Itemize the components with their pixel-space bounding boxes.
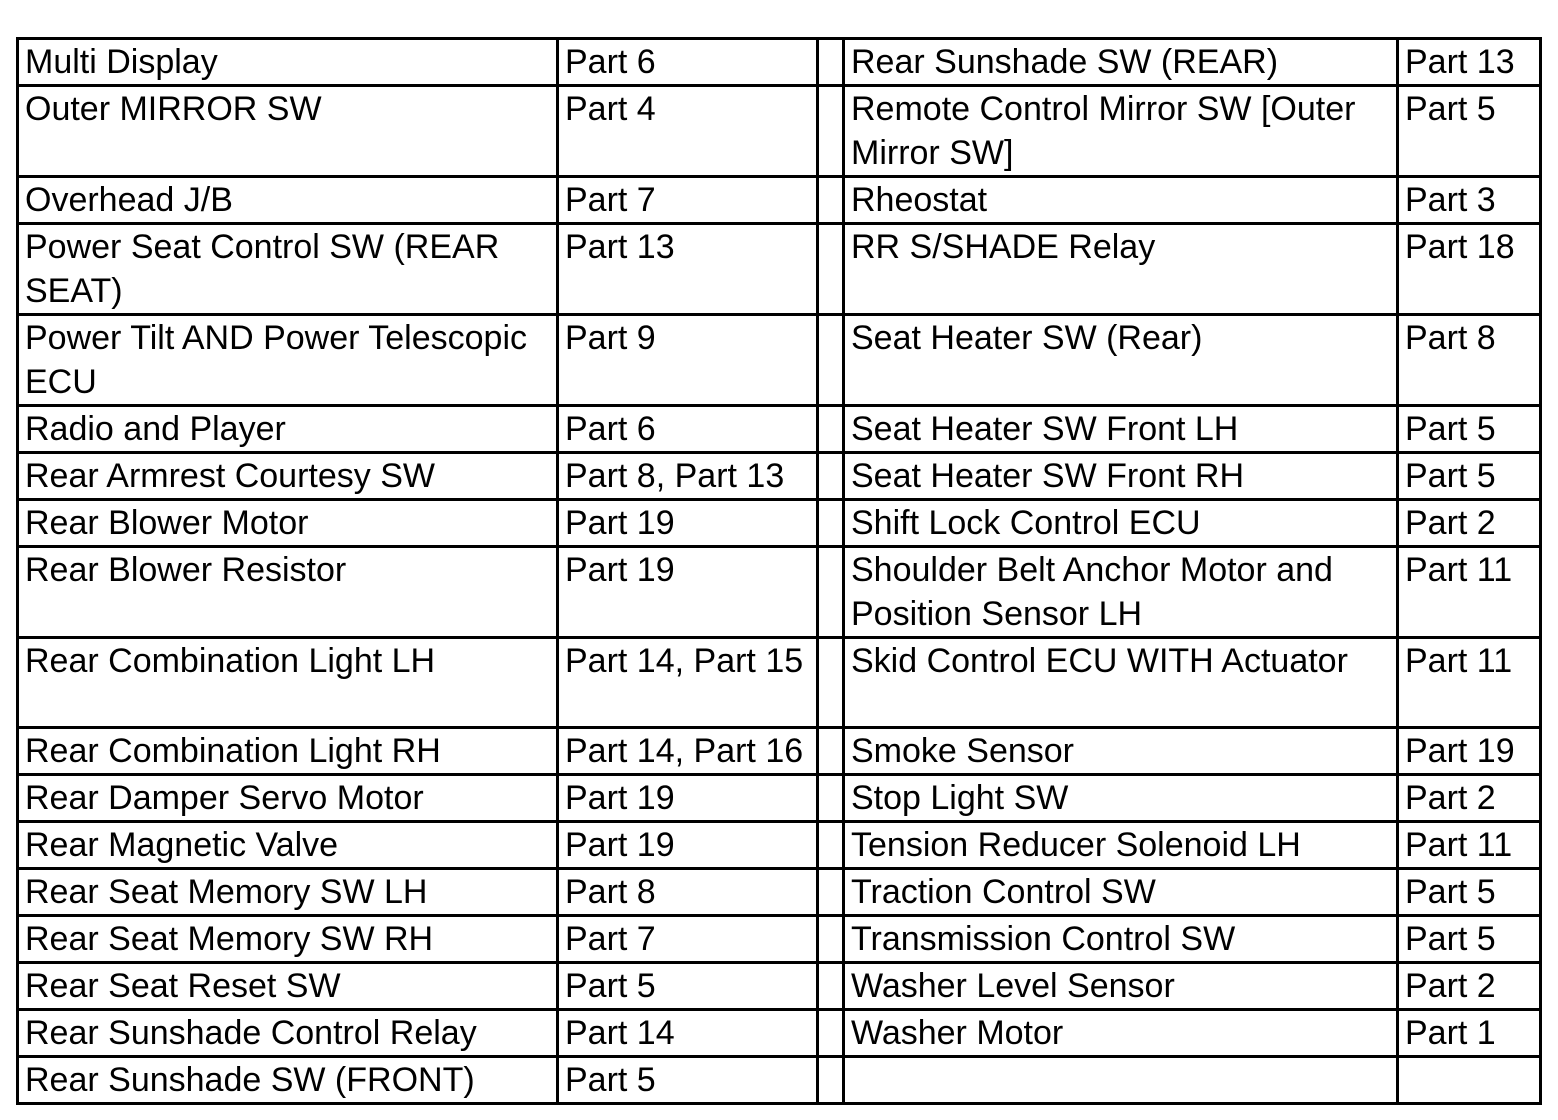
part-ref-left: Part 8 xyxy=(558,869,818,916)
column-gap xyxy=(818,1057,844,1104)
component-name-left: Rear Seat Memory SW RH xyxy=(18,916,558,963)
component-name-left: Power Seat Control SW (REAR SEAT) xyxy=(18,224,558,315)
part-ref-left: Part 9 xyxy=(558,315,818,406)
part-ref-left: Part 19 xyxy=(558,775,818,822)
column-gap xyxy=(818,406,844,453)
component-name-left: Rear Seat Memory SW LH xyxy=(18,869,558,916)
part-ref-left: Part 6 xyxy=(558,406,818,453)
part-ref-left: Part 5 xyxy=(558,963,818,1010)
component-name-right: Tension Reducer Solenoid LH xyxy=(844,822,1398,869)
part-ref-left: Part 14, Part 16 xyxy=(558,728,818,775)
table-row xyxy=(18,728,1541,775)
column-gap xyxy=(818,39,844,86)
component-name-left: Rear Combination Light LH xyxy=(18,638,558,728)
component-name-left: Power Tilt AND Power Telescopic ECU xyxy=(18,315,558,406)
table-row xyxy=(18,547,1541,638)
column-gap xyxy=(818,224,844,315)
component-name-left: Overhead J/B xyxy=(18,177,558,224)
parts-index-table xyxy=(16,37,1542,1105)
component-name-left: Outer MIRROR SW xyxy=(18,86,558,177)
part-ref-right: Part 11 xyxy=(1398,822,1541,869)
table-row xyxy=(18,500,1541,547)
component-name-right: Shoulder Belt Anchor Motor and Position Sensor LH xyxy=(844,547,1398,638)
component-name-left: Rear Magnetic Valve xyxy=(18,822,558,869)
part-ref-right: Part 5 xyxy=(1398,916,1541,963)
component-name-right: Seat Heater SW Front RH xyxy=(844,453,1398,500)
table-row xyxy=(18,39,1541,86)
part-ref-left: Part 4 xyxy=(558,86,818,177)
part-ref-right: Part 3 xyxy=(1398,177,1541,224)
part-ref-left: Part 8, Part 13 xyxy=(558,453,818,500)
part-ref-left: Part 7 xyxy=(558,177,818,224)
table-row xyxy=(18,963,1541,1010)
column-gap xyxy=(818,728,844,775)
component-name-left: Rear Seat Reset SW xyxy=(18,963,558,1010)
part-ref-left: Part 19 xyxy=(558,500,818,547)
part-ref-right: Part 18 xyxy=(1398,224,1541,315)
part-ref-right: Part 5 xyxy=(1398,406,1541,453)
table-row xyxy=(18,775,1541,822)
component-name-left: Rear Blower Resistor xyxy=(18,547,558,638)
component-name-right: Washer Motor xyxy=(844,1010,1398,1057)
column-gap xyxy=(818,177,844,224)
column-gap xyxy=(818,315,844,406)
column-gap xyxy=(818,547,844,638)
table-row xyxy=(18,1010,1541,1057)
column-gap xyxy=(818,86,844,177)
table-row xyxy=(18,406,1541,453)
column-gap xyxy=(818,916,844,963)
column-gap xyxy=(818,453,844,500)
part-ref-right: Part 13 xyxy=(1398,39,1541,86)
component-name-right: Rheostat xyxy=(844,177,1398,224)
part-ref-right: Part 1 xyxy=(1398,1010,1541,1057)
part-ref-left: Part 19 xyxy=(558,822,818,869)
part-ref-right: Part 19 xyxy=(1398,728,1541,775)
component-name-left: Rear Blower Motor xyxy=(18,500,558,547)
table-row xyxy=(18,177,1541,224)
component-name-right: RR S/SHADE Relay xyxy=(844,224,1398,315)
part-ref-left: Part 5 xyxy=(558,1057,818,1104)
component-name-left: Rear Sunshade SW (FRONT) xyxy=(18,1057,558,1104)
part-ref-right: Part 11 xyxy=(1398,638,1541,728)
component-name-right: Remote Control Mirror SW [Outer Mirror SW] xyxy=(844,86,1398,177)
component-name-right: Smoke Sensor xyxy=(844,728,1398,775)
part-ref-left: Part 7 xyxy=(558,916,818,963)
part-ref-right: Part 8 xyxy=(1398,315,1541,406)
table-row xyxy=(18,638,1541,728)
part-ref-right: Part 11 xyxy=(1398,547,1541,638)
component-name-right xyxy=(844,1057,1398,1104)
part-ref-right xyxy=(1398,1057,1541,1104)
component-name-right: Shift Lock Control ECU xyxy=(844,500,1398,547)
column-gap xyxy=(818,638,844,728)
part-ref-left: Part 14, Part 15 xyxy=(558,638,818,728)
component-name-right: Washer Level Sensor xyxy=(844,963,1398,1010)
table-row xyxy=(18,916,1541,963)
table-row xyxy=(18,315,1541,406)
part-ref-right: Part 5 xyxy=(1398,453,1541,500)
part-ref-right: Part 5 xyxy=(1398,86,1541,177)
part-ref-right: Part 2 xyxy=(1398,775,1541,822)
column-gap xyxy=(818,500,844,547)
component-name-left: Radio and Player xyxy=(18,406,558,453)
component-name-right: Traction Control SW xyxy=(844,869,1398,916)
component-name-right: Seat Heater SW Front LH xyxy=(844,406,1398,453)
part-ref-left: Part 19 xyxy=(558,547,818,638)
part-ref-right: Part 2 xyxy=(1398,963,1541,1010)
component-name-left: Rear Combination Light RH xyxy=(18,728,558,775)
part-ref-left: Part 6 xyxy=(558,39,818,86)
component-name-right: Seat Heater SW (Rear) xyxy=(844,315,1398,406)
component-name-right: Stop Light SW xyxy=(844,775,1398,822)
table-row xyxy=(18,1057,1541,1104)
component-name-right: Rear Sunshade SW (REAR) xyxy=(844,39,1398,86)
column-gap xyxy=(818,1010,844,1057)
component-name-left: Multi Display xyxy=(18,39,558,86)
part-ref-right: Part 2 xyxy=(1398,500,1541,547)
component-name-left: Rear Armrest Courtesy SW xyxy=(18,453,558,500)
component-name-right: Skid Control ECU WITH Actuator xyxy=(844,638,1398,728)
table-row xyxy=(18,453,1541,500)
parts-table-body xyxy=(18,39,1541,1104)
component-name-right: Transmission Control SW xyxy=(844,916,1398,963)
component-name-left: Rear Damper Servo Motor xyxy=(18,775,558,822)
part-ref-right: Part 5 xyxy=(1398,869,1541,916)
table-row xyxy=(18,869,1541,916)
column-gap xyxy=(818,822,844,869)
column-gap xyxy=(818,963,844,1010)
column-gap xyxy=(818,775,844,822)
table-row xyxy=(18,86,1541,177)
part-ref-left: Part 14 xyxy=(558,1010,818,1057)
table-row xyxy=(18,224,1541,315)
part-ref-left: Part 13 xyxy=(558,224,818,315)
column-gap xyxy=(818,869,844,916)
table-row xyxy=(18,822,1541,869)
component-name-left: Rear Sunshade Control Relay xyxy=(18,1010,558,1057)
